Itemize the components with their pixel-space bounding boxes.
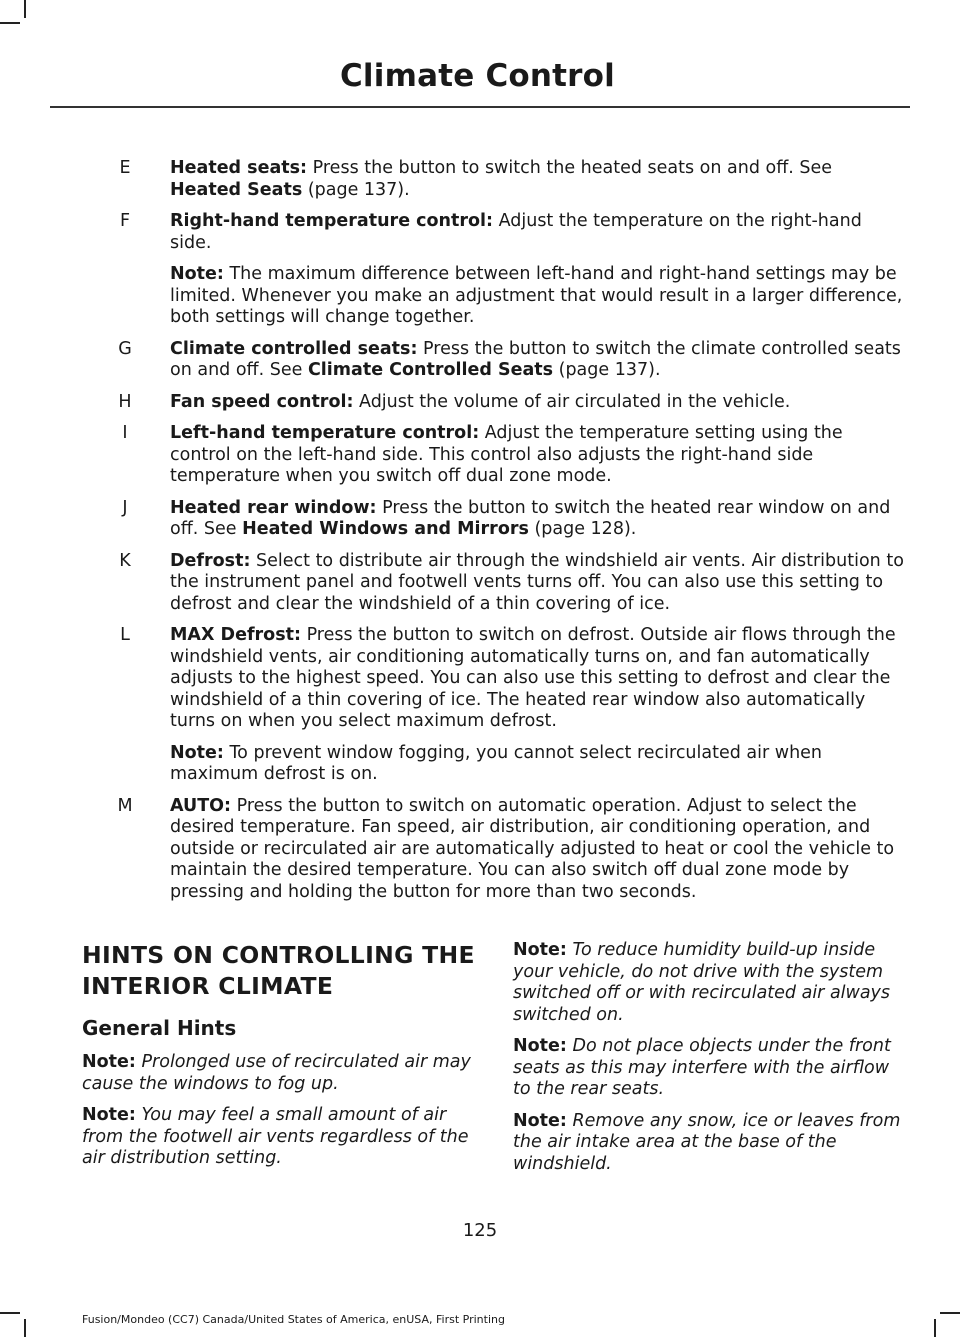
page-number: 125 [462, 1220, 498, 1241]
item-letter: G [118, 338, 132, 359]
item-paragraph: Note: The maximum difference between left-hand and right-hand settings may be limited. Whenever you make an adjustment that would result in a larger difference, both settings will change together. [170, 264, 903, 327]
item-paragraph: Note: To prevent window fogging, you cannot select recirculated air when maximum defrost is on. [170, 742, 823, 784]
item-paragraph: Climate controlled seats: Press the button to switch the climate controlled seats on and off. See Climate Controlled Seats (page 137). [170, 338, 901, 380]
item-paragraph: AUTO: Press the button to switch on automatic operation. Adjust to select the desired temperature. Fan speed, air distribution, air conditioning operation, and outside or recirculated air are automatically adjusted to heat or cool the vehicle to maintain the desired temperature. You can also switch off dual zone mode by pressing and holding the button for more than two seconds. [170, 795, 895, 902]
crop-mark [24, 0, 26, 18]
item-letter: I [122, 423, 128, 443]
crop-mark [24, 1319, 26, 1337]
item-h [50, 392, 905, 414]
hints-left-column [82, 940, 477, 1180]
item-paragraph: Right-hand temperature control: Adjust the temperature on the right-hand side. [170, 211, 862, 253]
section-heading: HINTS ON CONTROLLING THE INTERIOR CLIMATE [82, 941, 475, 1000]
item-paragraph: MAX Defrost: Press the button to switch on defrost. Outside air flows through the windshield vents, air conditioning automatically turns on, and fan automatically adjusts to the highest speed. You can also use this setting to defrost and clear the windshield of a thin covering of ice. The heated rear window also automatically turns on when you select maximum defrost. [170, 625, 896, 731]
item-j [50, 498, 905, 541]
item-letter: H [118, 391, 132, 412]
item-letter: E [119, 158, 131, 178]
crop-mark [0, 1312, 20, 1314]
item-f [50, 211, 905, 329]
item-paragraph: Heated seats: Press the button to switch the heated seats on and off. See Heated Seats (page 137). [170, 158, 833, 200]
hints-right-column [513, 940, 908, 1185]
item-letter: F [119, 211, 131, 231]
header-divider [50, 106, 910, 108]
item-i [50, 423, 905, 488]
item-letter: J [122, 497, 128, 518]
item-g [50, 339, 905, 382]
item-paragraph: Defrost: Select to distribute air through the windshield air vents. Air distribution to the instrument panel and footwell vents turns off. You can also use this setting to defrost and clear the windshield of a thin covering of ice. [170, 550, 904, 614]
item-l [50, 625, 905, 786]
control-descriptions [50, 158, 905, 913]
page-title: Climate Control [339, 58, 615, 94]
hint-note: Note: Prolonged use of recirculated air may cause the windows to fog up. [82, 1052, 471, 1094]
item-letter: K [119, 550, 131, 571]
item-e [50, 158, 905, 201]
item-paragraph: Heated rear window: Press the button to switch the heated rear window on and off. See Heated Windows and Mirrors (page 128). [170, 497, 891, 539]
footer-text: Fusion/Mondeo (CC7) Canada/United States of America, enUSA, First Printing [82, 1313, 505, 1326]
hint-note: Note: To reduce humidity build-up inside your vehicle, do not drive with the system switched off or with recirculated air always switched on. [513, 940, 891, 1025]
crop-mark [934, 1319, 936, 1337]
item-k [50, 551, 905, 616]
crop-mark [0, 22, 20, 24]
item-letter: M [117, 795, 133, 816]
item-m [50, 796, 905, 904]
subheading: General Hints [82, 1016, 237, 1040]
hint-note: Note: Remove any snow, ice or leaves from the air intake area at the base of the windshield. [513, 1110, 901, 1174]
hint-note: Note: You may feel a small amount of air from the footwell air vents regardless of the air distribution setting. [82, 1105, 469, 1168]
item-letter: L [120, 625, 130, 645]
item-paragraph: Fan speed control: Adjust the volume of air circulated in the vehicle. [170, 391, 791, 412]
item-paragraph: Left-hand temperature control: Adjust the temperature setting using the control on the left-hand side. This control also adjusts the right-hand side temperature when you switch off dual zone mode. [170, 423, 843, 486]
crop-mark [940, 1312, 960, 1314]
hint-note: Note: Do not place objects under the front seats as this may interfere with the airflow to the rear seats. [513, 1036, 891, 1099]
